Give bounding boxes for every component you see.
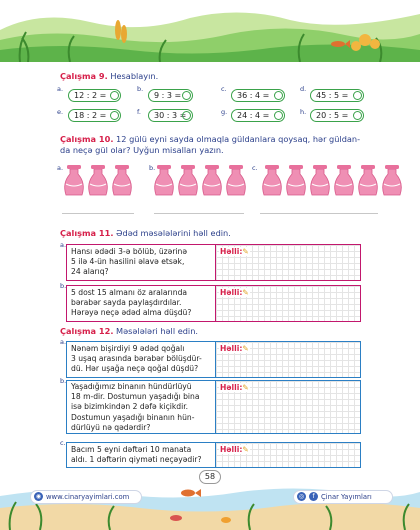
vase-icon [113,165,132,195]
problem-text: Hansı ədədi 3-ə bölüb, üzərinə 5 ilə 4-ün hasilini əlavə etsək, 24 alarıq? [71,247,188,277]
exercise-9-letter: g. [221,108,228,116]
answer-line[interactable] [260,213,378,214]
vase-icon [203,165,222,195]
exercise-9-item[interactable]: 9 : 3 = [148,89,193,102]
vase-icon [287,165,306,195]
facebook-icon: f [309,492,318,501]
answer-line[interactable] [154,213,244,214]
problem-11a [66,244,361,281]
problem-text: 5 dost 15 almanı öz aralarında bərabər sayda paylaşdırdılar. Hərəyə neçə ədəd alma düşdü? [71,288,192,318]
solution-area[interactable] [215,381,360,433]
publisher-social[interactable]: ◎ f Çinar Yayımları [293,490,393,504]
vase-icon [383,165,402,195]
exercise-10-letter: b. [149,164,156,172]
solution-area[interactable] [215,245,360,280]
exercise-9-item[interactable]: 30 : 3 = [148,109,193,122]
footer-decoration [0,478,420,530]
solution-area[interactable] [215,342,360,377]
problem-letter: b. [60,377,67,385]
globe-icon: ◉ [35,493,42,500]
solution-label: Həlli:✎ [220,383,249,392]
pencil-icon: ✎ [242,445,249,454]
problem-text: Yaşadığımız binanın hündürlüyü 18 m-dir. Dostumun yaşadığı bina isə bizimkindən 2 dəfə kiçikdir. Dostumun yaşadığı binanın hün- dürlüyü nə qədərdir? [71,382,200,432]
exercise-10-instruction: da neçə gül olar? Uyğun misalları yazın. [60,145,224,155]
solution-area[interactable] [215,286,360,321]
problem-12c [66,442,361,468]
problem-letter: b. [60,282,67,290]
problem-text: Nənəm bişirdiyi 9 ədəd qoğalı 3 uşaq arasında bərabər bölüşdür- dü. Hər uşağa neçə qoğal düşdü? [71,344,202,374]
exercise-9-letter: c. [221,85,227,93]
problem-letter: c. [60,439,66,447]
solution-area[interactable] [215,443,360,467]
problem-11b [66,285,361,322]
instagram-icon: ◎ [298,493,305,500]
exercise-9-item[interactable]: 24 : 4 = [231,109,285,122]
problem-letter: a. [60,338,67,346]
problem-text: Bacım 5 eyni dəftəri 10 manata aldı. 1 dəftərin qiyməti neçəyədir? [71,445,202,465]
website-link[interactable]: ◉ www.cinaryayimlari.com [30,490,142,504]
vase-icon [179,165,198,195]
solution-label: Həlli:✎ [220,247,249,256]
exercise-9-letter: h. [300,108,307,116]
solution-label: Həlli:✎ [220,344,249,353]
vase-icon [89,165,108,195]
exercise-9-item[interactable]: 36 : 4 = [231,89,285,102]
exercise-9-letter: d. [300,85,307,93]
vase-icon [335,165,354,195]
pencil-icon: ✎ [242,288,249,297]
exercise-9-title: Çalışma 9. Hesablayın. [60,71,159,81]
pencil-icon: ✎ [242,247,249,256]
pencil-icon: ✎ [242,344,249,353]
exercise-9-letter: e. [57,108,64,116]
answer-line[interactable] [62,213,134,214]
exercise-12-title: Çalışma 12. Məsələləri həll edin. [60,326,198,336]
exercise-11-title: Çalışma 11. Ədəd məsələlərini həll edin. [60,228,231,238]
vase-icon [359,165,378,195]
exercise-10-title: Çalışma 10. 12 gülü eyni sayda olmaqla güldanlara qoysaq, hər güldan- [60,134,361,144]
exercise-9-item[interactable]: 18 : 2 = [68,109,121,122]
exercise-9-letter: a. [57,85,64,93]
vase-icon [155,165,174,195]
solution-label: Həlli:✎ [220,445,249,454]
solution-label: Həlli:✎ [220,288,249,297]
exercise-9-item[interactable]: 20 : 5 = [310,109,364,122]
vase-icon [263,165,282,195]
exercise-9-item[interactable]: 45 : 5 = [310,89,364,102]
exercise-9-item[interactable]: 12 : 2 = [68,89,121,102]
page-number: 58 [199,470,221,484]
problem-letter: a. [60,241,67,249]
problem-12b [66,380,361,434]
vase-icon [65,165,84,195]
problem-12a [66,341,361,378]
exercise-10-letter: a. [57,164,64,172]
pencil-icon: ✎ [242,383,249,392]
exercise-9-letter: f. [137,108,141,116]
exercise-10-letter: c. [252,164,258,172]
vase-icon [311,165,330,195]
exercise-9-letter: b. [137,85,144,93]
vase-icon [227,165,246,195]
